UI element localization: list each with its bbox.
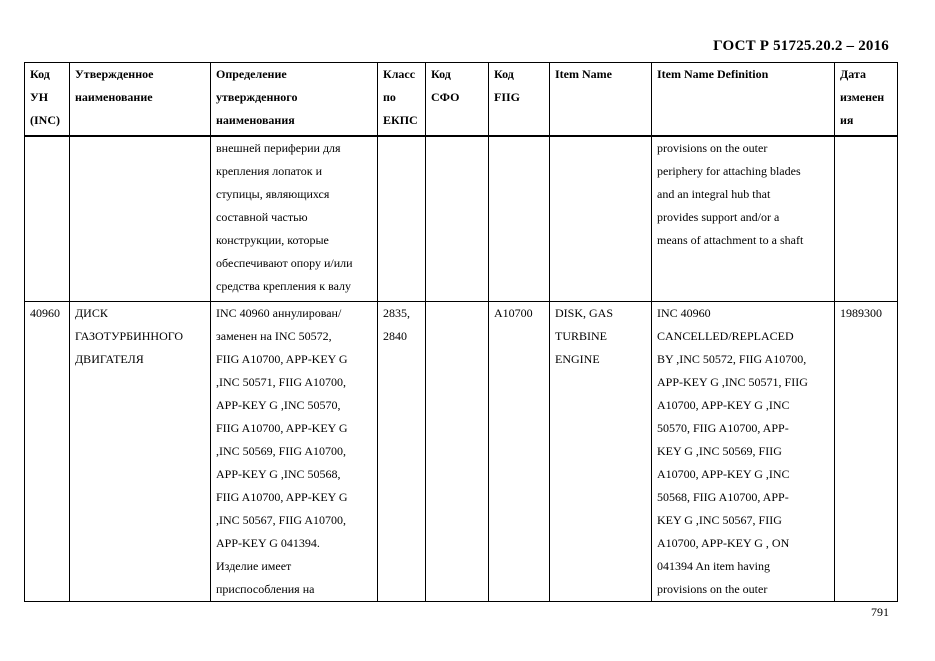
cell-text-line: Item Name	[555, 67, 612, 81]
header-item-name-definition	[652, 63, 835, 137]
cell-item-name	[550, 302, 652, 602]
cell-text-line: A10700, APP-KEY G ,INC	[657, 398, 790, 412]
cell-text-line: конструкции, которые	[216, 233, 329, 247]
cell-text-line: Код	[494, 67, 514, 81]
cell-text-line: ступицы, являющихся	[216, 187, 330, 201]
cell-text-line: CANCELLED/REPLACED	[657, 329, 794, 343]
document-title: ГОСТ Р 51725.20.2 – 2016	[713, 38, 889, 54]
header-change-date	[835, 63, 898, 137]
cell-text-line: УН	[30, 90, 49, 104]
cell-text-line: 2840	[383, 329, 407, 343]
header-inc	[25, 63, 70, 137]
table-header-row	[25, 63, 898, 137]
cell-text-line: ,INC 50571, FIIG A10700,	[216, 375, 347, 389]
cell-sfo-code	[426, 302, 489, 602]
cell-text-line: KEY G ,INC 50567, FIIG	[657, 513, 782, 527]
cell-text-line: periphery for attaching blades	[657, 164, 801, 178]
cell-text-line: APP-KEY G ,INC 50571, FIIG	[657, 375, 808, 389]
cell-text-line: наименование	[75, 90, 153, 104]
cell-text-line: СФО	[431, 90, 460, 104]
cell-text-line: APP-KEY G ,INC 50568,	[216, 467, 341, 481]
cell-text-line: ДИСК	[75, 306, 108, 320]
cell-text-line: (INC)	[30, 113, 60, 127]
table-row	[25, 302, 898, 602]
cell-text-line: FIIG A10700, APP-KEY G	[216, 352, 348, 366]
cell-fiig-code	[489, 136, 550, 302]
cell-text-line: изменен	[840, 90, 885, 104]
cell-text-line: ДВИГАТЕЛЯ	[75, 352, 144, 366]
cell-text-line: DISK, GAS	[555, 306, 614, 320]
cell-text-line: APP-KEY G 041394.	[216, 536, 320, 550]
header-ekps-class	[378, 63, 426, 137]
cell-text-line: provisions on the outer	[657, 582, 768, 596]
cell-item-name-definition	[652, 302, 835, 602]
cell-text-line: обеспечивают опору и/или	[216, 256, 353, 270]
cell-text-line: ,INC 50567, FIIG A10700,	[216, 513, 347, 527]
header-sfo-code	[426, 63, 489, 137]
cell-inc	[25, 302, 70, 602]
cell-text-line: A10700, APP-KEY G , ON	[657, 536, 790, 550]
cell-text-line: внешней периферии для	[216, 141, 341, 155]
cell-text-line: средства крепления к валу	[216, 279, 352, 293]
cell-text-line: 50570, FIIG A10700, APP-	[657, 421, 789, 435]
cell-text-line: INC 40960	[657, 306, 711, 320]
cell-text-line: Изделие имеет	[216, 559, 292, 573]
table-row	[25, 136, 898, 302]
cell-text-line: A10700, APP-KEY G ,INC	[657, 467, 790, 481]
cell-definition	[211, 136, 378, 302]
cell-ekps-class	[378, 302, 426, 602]
cell-text-line: ГАЗОТУРБИННОГО	[75, 329, 184, 343]
cell-text-line: Код	[431, 67, 451, 81]
cell-text-line: Код	[30, 67, 50, 81]
cell-text-line: заменен на INC 50572,	[216, 329, 332, 343]
cell-text-line: TURBINE	[555, 329, 607, 343]
cell-text-line: KEY G ,INC 50569, FIIG	[657, 444, 782, 458]
cell-text-line: Класс	[383, 67, 416, 81]
cell-text-line: 1989300	[840, 306, 882, 320]
cell-text-line: 041394 An item having	[657, 559, 770, 573]
cell-text-line: A10700	[494, 306, 533, 320]
cell-text-line: Дата	[840, 67, 866, 81]
cell-text-line: and an integral hub that	[657, 187, 771, 201]
cell-text-line: по	[383, 90, 396, 104]
cell-text-line: provisions on the outer	[657, 141, 768, 155]
cell-text-line: ,INC 50569, FIIG A10700,	[216, 444, 347, 458]
cell-text-line: 50568, FIIG A10700, APP-	[657, 490, 789, 504]
cell-text-line: APP-KEY G ,INC 50570,	[216, 398, 341, 412]
cell-text-line: наименования	[216, 113, 295, 127]
cell-text-line: 2835,	[383, 306, 410, 320]
header-item-name	[550, 63, 652, 137]
cell-text-line: provides support and/or a	[657, 210, 780, 224]
cell-item-name-definition	[652, 136, 835, 302]
cell-text-line: утвержденного	[216, 90, 298, 104]
cell-text-line: ия	[840, 113, 854, 127]
cell-text-line: составной частью	[216, 210, 308, 224]
cell-text-line: FIIG A10700, APP-KEY G	[216, 421, 348, 435]
cell-text-line: BY ,INC 50572, FIIG A10700,	[657, 352, 807, 366]
cell-text-line: FIIG A10700, APP-KEY G	[216, 490, 348, 504]
cell-text-line: ENGINE	[555, 352, 600, 366]
cell-inc	[25, 136, 70, 302]
cell-text-line: FIIG	[494, 90, 521, 104]
cell-text-line: Определение	[216, 67, 287, 81]
cell-text-line: 40960	[30, 306, 60, 320]
cell-fiig-code	[489, 302, 550, 602]
cell-approved-name	[70, 136, 211, 302]
cell-change-date	[835, 302, 898, 602]
cell-text-line: Item Name Definition	[657, 67, 769, 81]
cell-change-date	[835, 136, 898, 302]
cell-ekps-class	[378, 136, 426, 302]
cell-text-line: INC 40960 аннулирован/	[216, 306, 342, 320]
cell-approved-name	[70, 302, 211, 602]
cell-text-line: Утвержденное	[75, 67, 154, 81]
header-definition	[211, 63, 378, 137]
cell-text-line: крепления лопаток и	[216, 164, 323, 178]
cell-definition	[211, 302, 378, 602]
header-approved-name	[70, 63, 211, 137]
cell-text-line: ЕКПС	[383, 113, 418, 127]
classification-table	[24, 62, 898, 602]
cell-item-name	[550, 136, 652, 302]
cell-text-line: приспособления на	[216, 582, 315, 596]
cell-sfo-code	[426, 136, 489, 302]
page-number: 791	[871, 605, 889, 619]
cell-text-line: means of attachment to a shaft	[657, 233, 804, 247]
header-fiig-code	[489, 63, 550, 137]
